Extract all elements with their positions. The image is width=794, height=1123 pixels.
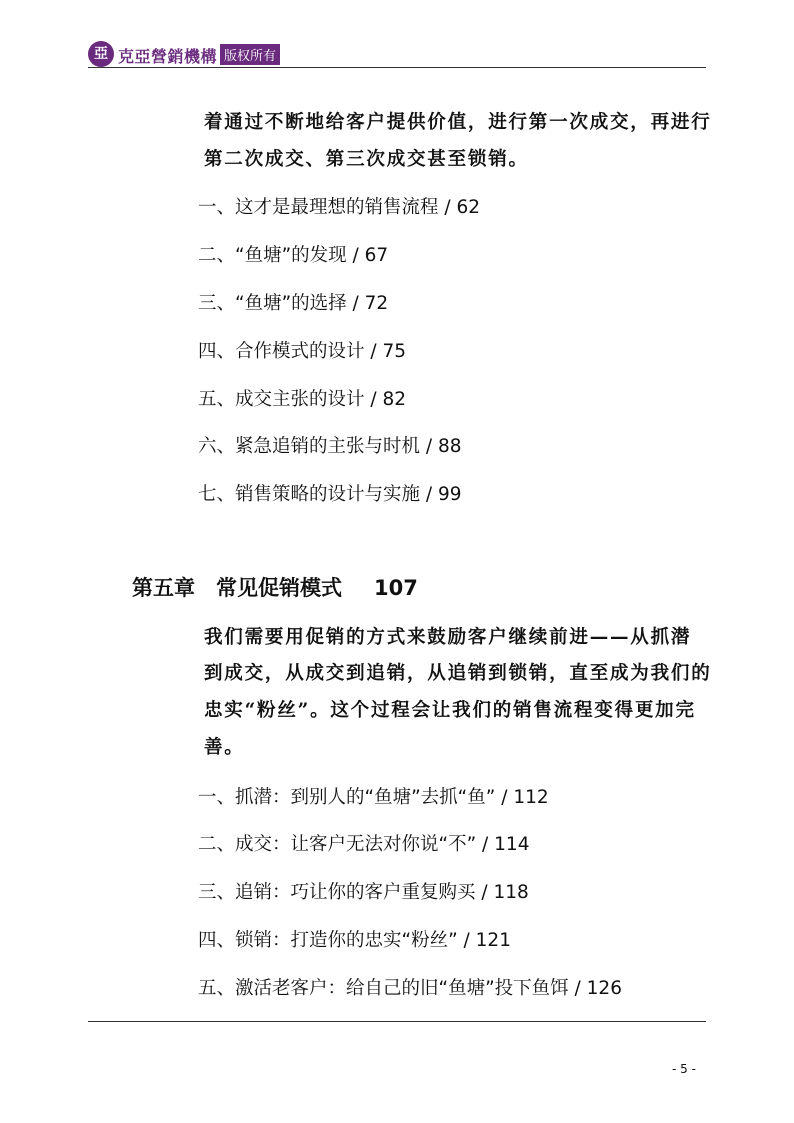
toc-item: 一、抓潜：到别人的“鱼塘”去抓“鱼” / 112 — [198, 787, 549, 808]
header-divider — [88, 67, 706, 68]
footer-divider — [88, 1021, 706, 1022]
chapter-intro-line: 善。 — [204, 737, 245, 758]
page-number: - 5 - — [672, 1062, 696, 1076]
chapter-intro-line: 我们需要用促销的方式来鼓励客户继续前进——从抓潜 — [204, 627, 692, 648]
page-header — [88, 38, 706, 68]
toc-item: 六、紧急追销的主张与时机 / 88 — [198, 436, 462, 457]
toc-item: 五、激活老客户：给自己的旧“鱼塘”投下鱼饵 / 126 — [198, 978, 622, 999]
chapter-heading — [132, 572, 418, 602]
intro-line: 第二次成交、第三次成交甚至锁销。 — [204, 149, 529, 170]
toc-item: 四、合作模式的设计 / 75 — [198, 341, 407, 362]
brand-logo-icon — [88, 41, 114, 67]
intro-line: 着通过不断地给客户提供价值，进行第一次成交，再进行 — [204, 112, 712, 133]
toc-item: 四、锁销：打造你的忠实“粉丝” / 121 — [198, 930, 511, 951]
copyright-badge: 版权所有 — [220, 44, 280, 65]
toc-item: 五、成交主张的设计 / 82 — [198, 389, 407, 410]
brand-name: 克亞營銷機構 — [118, 47, 218, 66]
toc-item: 二、“鱼塘”的发现 / 67 — [198, 245, 389, 266]
toc-item: 三、“鱼塘”的选择 / 72 — [198, 293, 389, 314]
chapter-intro-line: 到成交，从成交到追销，从追销到锁销，直至成为我们的 — [204, 663, 712, 684]
toc-item: 一、这才是最理想的销售流程 / 62 — [198, 197, 481, 218]
toc-item: 二、成交：让客户无法对你说“不” / 114 — [198, 834, 530, 855]
logo-glyph: 亞 — [94, 46, 108, 62]
chapter-intro-line: 忠实“粉丝”。这个过程会让我们的销售流程变得更加完 — [204, 700, 696, 721]
toc-item: 七、销售策略的设计与实施 / 99 — [198, 484, 462, 505]
chapter-title: 第五章 常见促销模式 — [132, 576, 342, 600]
toc-item: 三、追销：巧让你的客户重复购买 / 118 — [198, 882, 529, 903]
chapter-page: 107 — [374, 576, 418, 600]
